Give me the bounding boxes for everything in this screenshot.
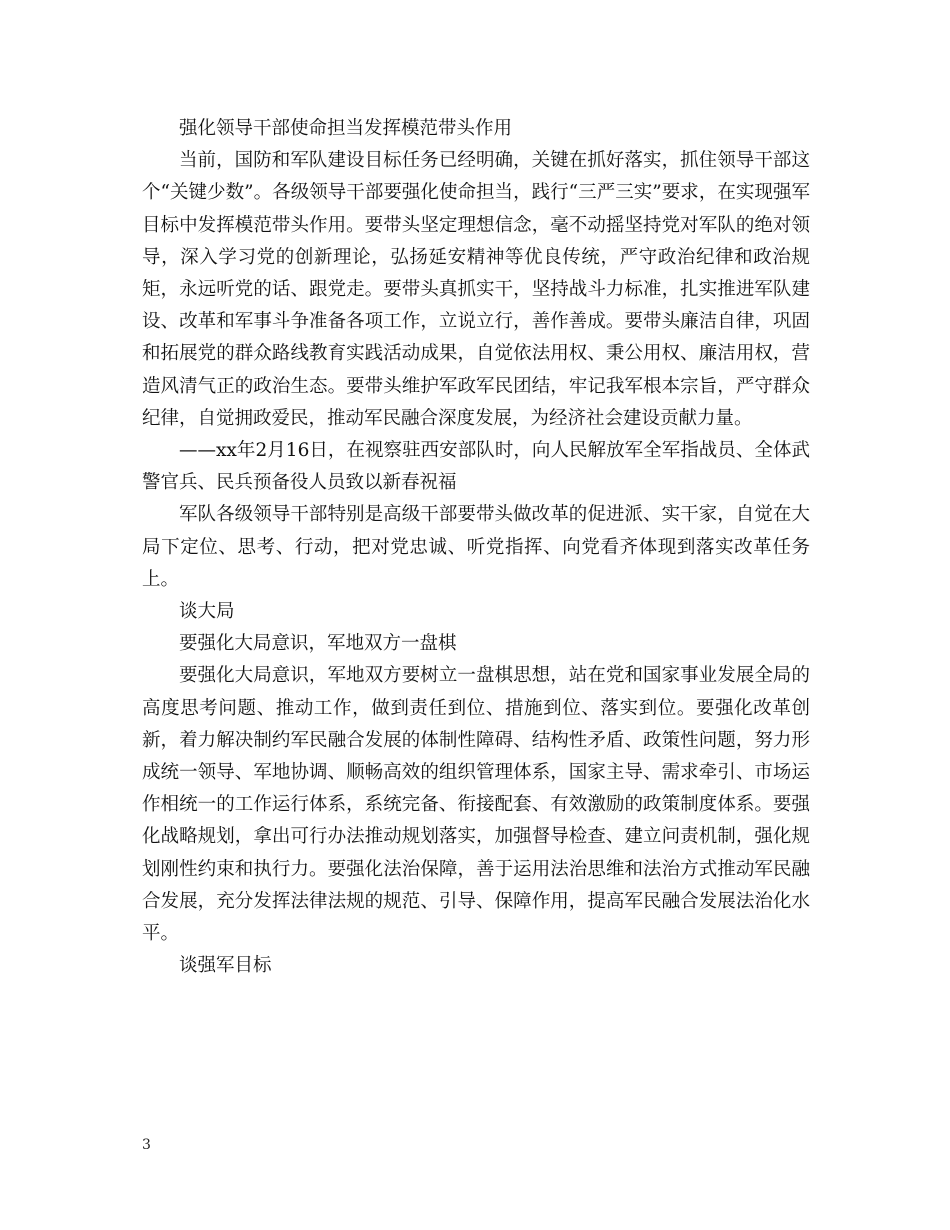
page-number: 3 (142, 1137, 151, 1153)
section-heading: 谈大局 (179, 601, 235, 623)
section-heading: 强化领导干部使命担当发挥模范带头作用 (179, 118, 513, 139)
quote-source: ——xx年2月16日，在视察驻西安部队时，向人民解放军全军指战员、全体武警官兵、民兵预备役人员致以新春祝福 (142, 440, 810, 494)
body-paragraph: 军队各级领导干部特别是高级干部要带头做改革的促进派、实干家，自觉在大局下定位、思考、行动，把对党忠诚、听党指挥、向党看齐体现到落实改革任务上。 (142, 504, 810, 590)
body-paragraph: 要强化大局意识，军地双方要树立一盘棋思想，站在党和国家事业发展全局的高度思考问题、推动工作，做到责任到位、措施到位、落实到位。要强化改革创新，着力解决制约军民融合发展的体制性障碍、结构性矛盾、政策性问题，努力形成统一领导、军地协调、顺畅高效的组织管理体系，国家主导、需求牵引、市场运作相统一的工作运行体系，系统完备、衔接配套、有效激励的政策制度体系。要强化战略规划，拿出可行办法推动规划落实，加强督导检查、建立问责机制，强化规划刚性约束和执行力。要强化法治保障，善于运用法治思维和法治方式推动军民融合发展，充分发挥法律法规的规范、引导、保障作用，提高军民融合发展法治化水平。 (142, 665, 810, 945)
document-body (142, 113, 810, 982)
section-subheading: 要强化大局意识，军地双方一盘棋 (179, 633, 457, 655)
body-paragraph: 当前，国防和军队建设目标任务已经明确，关键在抓好落实，抓住领导干部这个“关键少数”。各级领导干部要强化使命担当，践行“三严三实”要求，在实现强军目标中发挥模范带头作用。要带头坚定理想信念，毫不动摇坚持党对军队的绝对领导，深入学习党的创新理论，弘扬延安精神等优良传统，严守政治纪律和政治规矩，永远听党的话、跟党走。要带头真抓实干，坚持战斗力标准，扎实推进军队建设、改革和军事斗争准备各项工作，立说立行，善作善成。要带头廉洁自律，巩固和拓展党的群众路线教育实践活动成果，自觉依法用权、秉公用权、廉洁用权，营造风清气正的政治生态。要带头维护军政军民团结，牢记我军根本宗旨，严守群众纪律，自觉拥政爱民，推动军民融合深度发展，为经济社会建设贡献力量。 (142, 150, 810, 429)
section-heading: 谈强军目标 (179, 955, 272, 977)
